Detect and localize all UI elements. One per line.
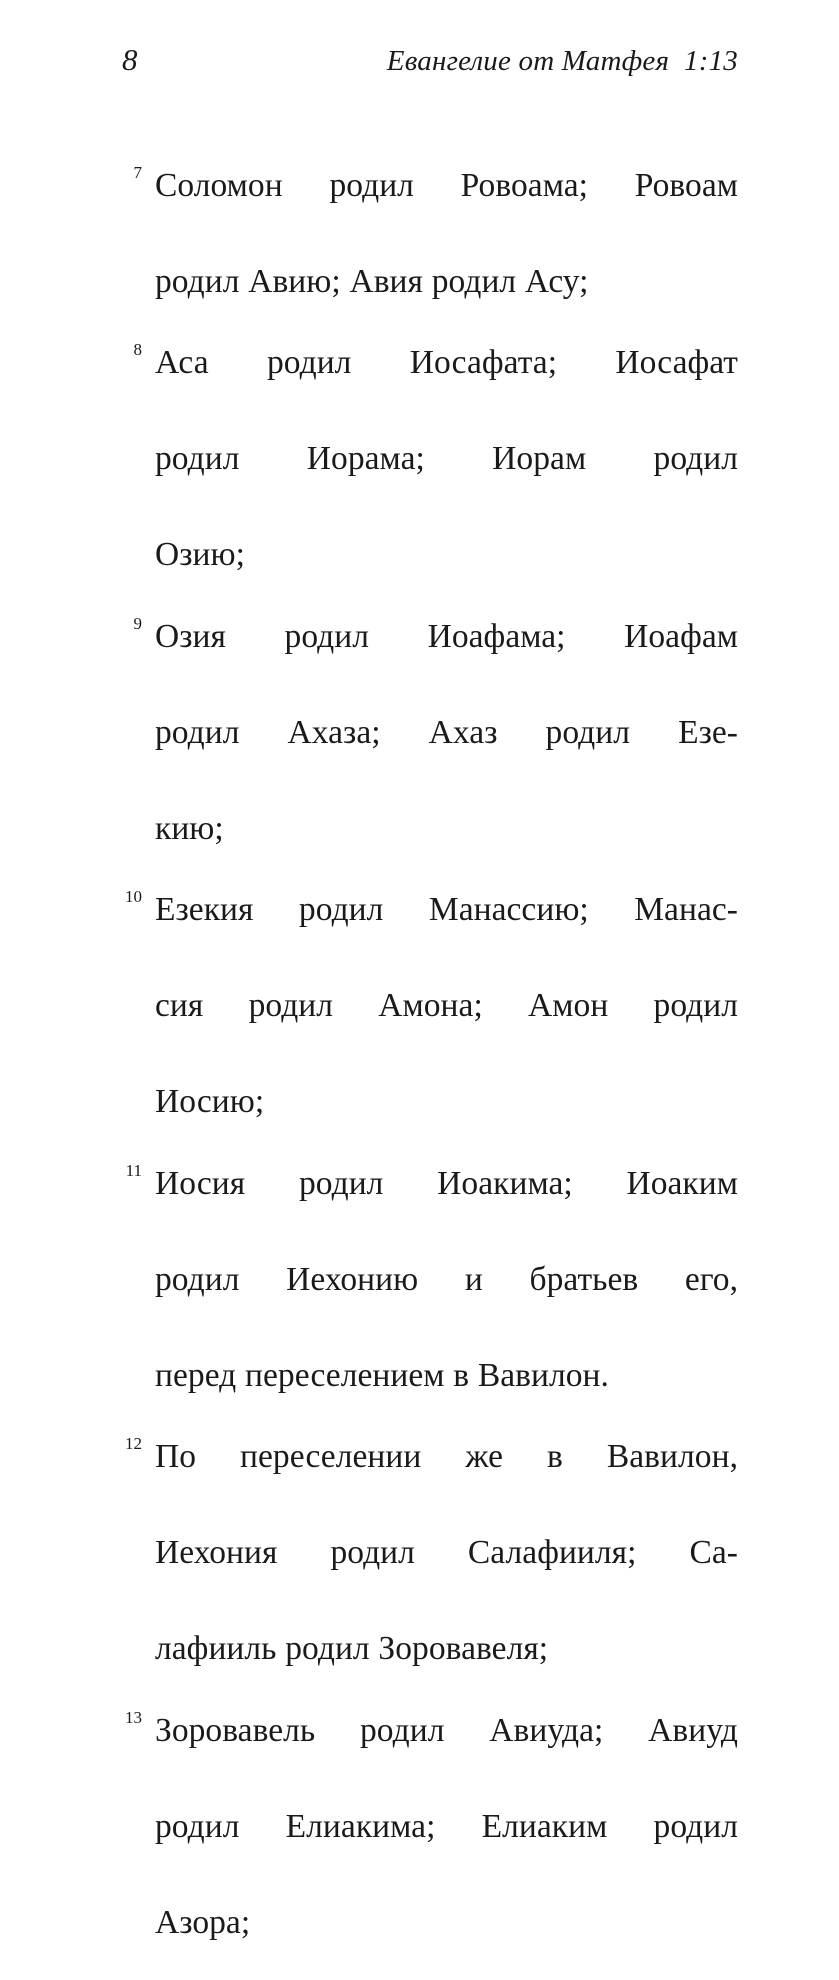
verse (122, 1707, 738, 1947)
verse (122, 1433, 738, 1673)
running-header (122, 44, 738, 86)
verse-number: 10 (125, 887, 142, 906)
verse-text (155, 339, 738, 579)
verse-number: 13 (125, 1707, 142, 1727)
verse (122, 886, 738, 1126)
verse-number: 11 (125, 1160, 142, 1180)
verse-line: Соломон родил Ровоама; Ровоам (155, 166, 738, 204)
verse-line: Иосию; (155, 1083, 265, 1120)
verse-line: лафииль родил Зоровавеля; (155, 1630, 549, 1667)
page-number: 8 (122, 42, 138, 77)
verse-number: 7 (133, 162, 142, 182)
verse-text (155, 613, 738, 853)
verse-line: Озия родил Иоафама; Иоафам (155, 617, 738, 655)
verse-text (155, 1160, 738, 1400)
verse-line: Иехония родил Салафииля; Са- (155, 1534, 738, 1571)
verse-line: родил Авию; Авия родил Асу; (155, 262, 589, 300)
verse-line: Аса родил Иосафата; Иосафат (155, 344, 738, 381)
verse (122, 1160, 738, 1400)
verse (122, 162, 738, 306)
verse-line: сия родил Амона; Амон родил (155, 987, 738, 1024)
verse-line: перед переселением в Вавилон. (155, 1356, 609, 1394)
verse-line: По переселении же в Вавилон, (155, 1438, 738, 1475)
verse (122, 613, 738, 853)
verse-text (155, 886, 738, 1126)
verse-line: родил Иехонию и братьев его, (155, 1260, 738, 1298)
running-title: Евангелие от Матфея 1:13 (386, 45, 738, 77)
verse-line: Зоровавель родил Авиуда; Авиуд (155, 1711, 738, 1749)
verse-text (155, 1707, 738, 1947)
verse-text (155, 1433, 738, 1673)
scripture-text-block (122, 128, 738, 1980)
verse-line: Озию; (155, 536, 245, 573)
verse-number: 12 (125, 1434, 142, 1453)
verse-number: 8 (133, 340, 142, 359)
verse (122, 339, 738, 579)
verse-line: Азора; (155, 1903, 251, 1941)
verse-line: Езекия родил Манассию; Манас- (155, 891, 738, 928)
verse-line: кию; (155, 809, 224, 847)
verse-number: 9 (133, 613, 142, 633)
verse-text (155, 162, 738, 306)
verse-line: родил Ахаза; Ахаз родил Езе- (155, 713, 738, 751)
verse-line: родил Иорама; Иорам родил (155, 440, 738, 477)
verse-line: Иосия родил Иоакима; Иоаким (155, 1164, 738, 1202)
verse-line: родил Елиакима; Елиаким родил (155, 1807, 738, 1845)
